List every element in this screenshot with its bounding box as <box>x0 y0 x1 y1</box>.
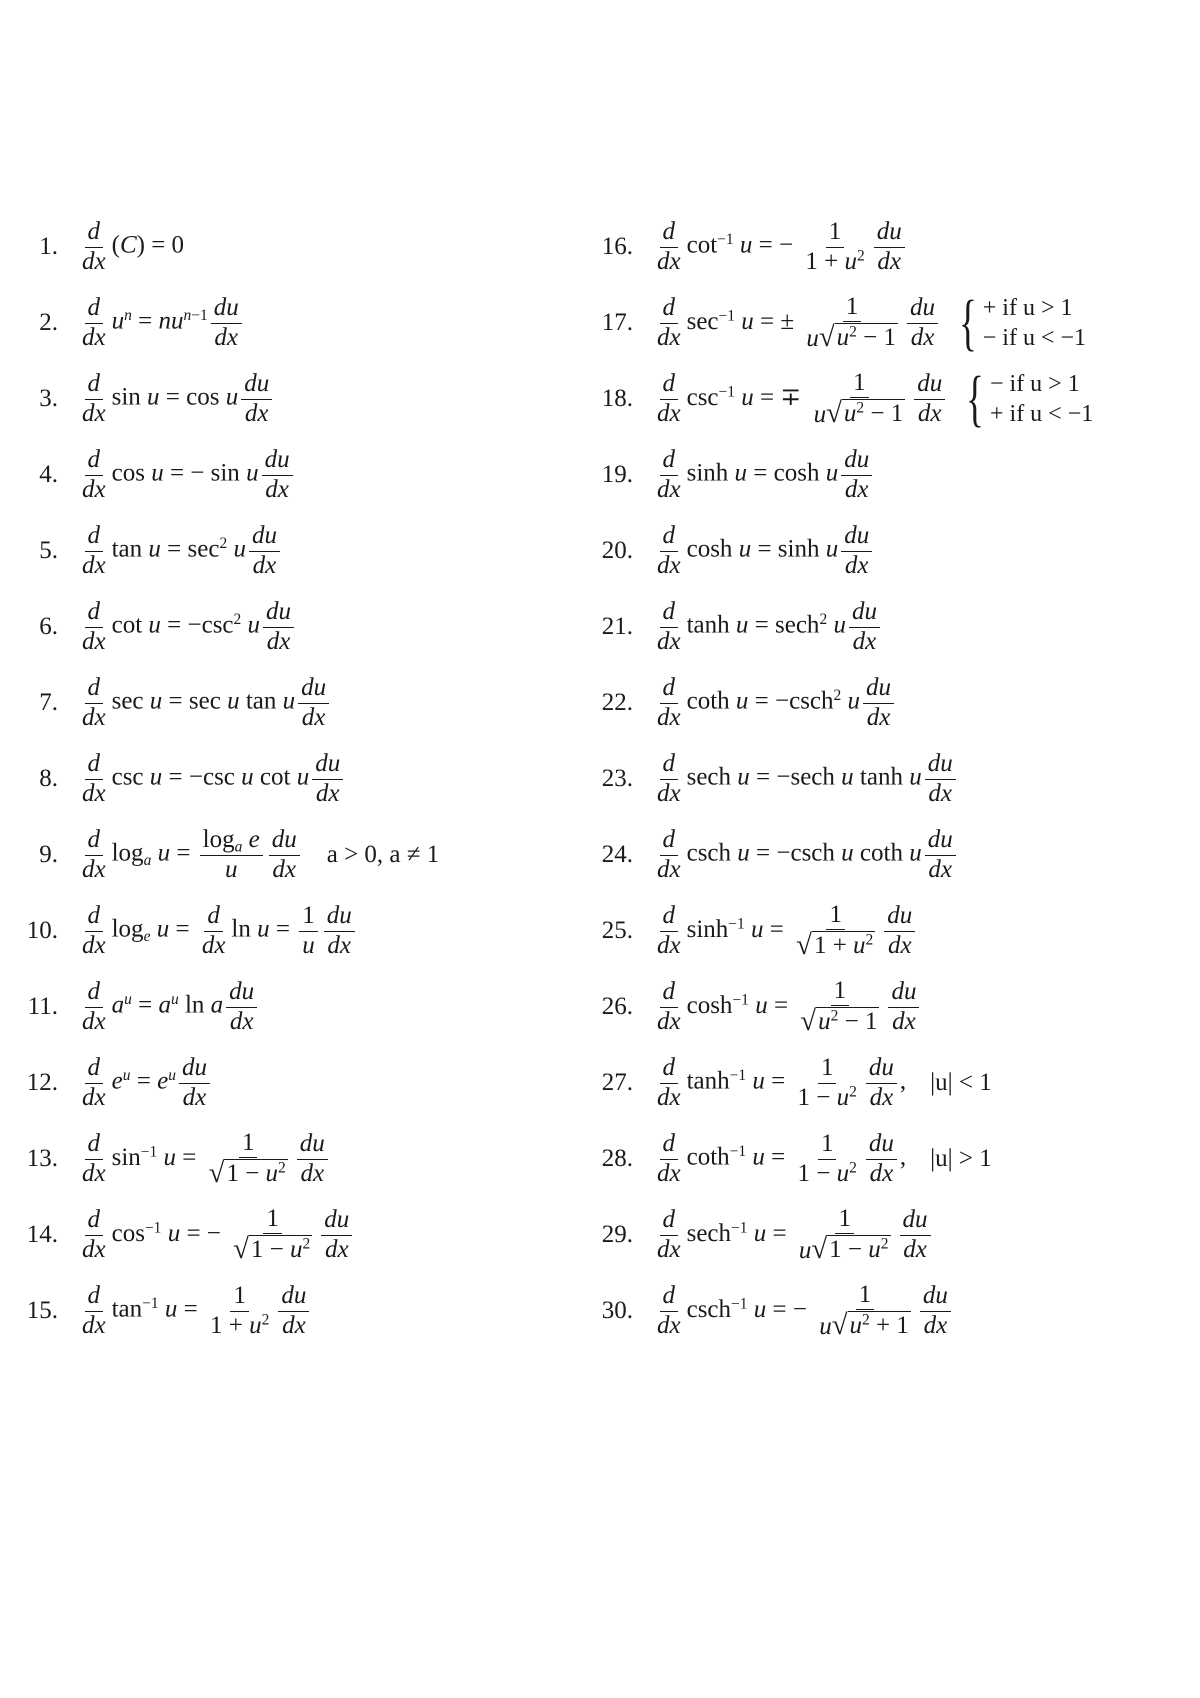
formula-expression: $\frac{d}{dx}$ $\cosh^{-1} u$ = 1 √ $u^2 - 1$ $\frac{du}{dx}$ <box>651 978 922 1037</box>
case-line: − if u > 1 <box>989 371 1080 397</box>
formula-expression: $\frac{d}{dx}$ $\log_e u$ = $\frac{d}{dx}$ ln u = $\frac{1}{u}$ $\frac{du}{dx}$ <box>76 903 358 959</box>
formula-number: 8. <box>39 765 58 792</box>
formula-17 <box>588 283 1086 363</box>
formula-8 <box>18 739 346 819</box>
formula-condition: a > 0, a ≠ 1 <box>326 841 440 868</box>
formula-expression: $\frac{d}{dx}$ csch$^{-1}$ u = − 1 u √ $u^2 + 1$ $\frac{du}{dx}$ <box>651 1282 954 1341</box>
formula-condition: |u| > 1 <box>930 1145 992 1172</box>
formula-expression: $\frac{d}{dx}$ $\sin^{-1} u$ = 1 √ $1 - u^2$ $\frac{du}{dx}$ <box>76 1130 331 1189</box>
formula-11 <box>18 967 260 1047</box>
formula-expression: $\frac{d}{dx}$ sech$^{-1}$ u = 1 u √ $1 - u^2$ $\frac{du}{dx}$ <box>651 1206 934 1265</box>
formula-number: 6. <box>39 613 58 640</box>
case-line: + if u > 1 <box>982 295 1073 321</box>
formula-number: 5. <box>39 537 58 564</box>
formula-number: 7. <box>39 689 58 716</box>
formula-number: 26. <box>601 993 633 1020</box>
case-line: − if u < −1 <box>982 325 1087 351</box>
formula-expression: $\frac{d}{dx}$ cosh u = sinh u $\frac{du}{dx}$ <box>651 523 875 579</box>
formula-15 <box>18 1271 312 1351</box>
formula-number: 14. <box>26 1221 58 1248</box>
formula-20 <box>588 511 875 591</box>
formula-number: 20. <box>601 537 633 564</box>
formula-expression: $\frac{d}{dx}$ csch u = −csch u coth u $\frac{du}{dx}$ <box>651 827 959 883</box>
formula-cases: { − if u > 1 + if u < −1 <box>966 365 1094 433</box>
formula-expression: $\frac{d}{dx}$ coth$^{-1}$ u = $\frac{1}{1 - u^2}$ $\frac{du}{dx}$ , <box>657 1130 907 1187</box>
formula-number: 11. <box>27 993 58 1020</box>
formula-expression: $\frac{d}{dx}$ sech u = −sech u tanh u $\frac{du}{dx}$ <box>651 751 959 807</box>
formula-10 <box>18 891 358 971</box>
formula-expression: $\frac{d}{dx}$ coth u = −csch$^2$ u $\frac{du}{dx}$ <box>651 675 897 731</box>
formula-expression: $\frac{d}{dx}$ (C) = 0 <box>82 218 185 275</box>
formula-number: 12. <box>26 1069 58 1096</box>
formula-3 <box>18 359 275 439</box>
formula-expression: $\frac{d}{dx}$ $\cot^{-1} u$ = − $\frac{1}{1 + u^2}$ $\frac{du}{dx}$ <box>651 219 908 275</box>
formula-cases: { + if u > 1 − if u < −1 <box>958 289 1087 357</box>
formula-expression: $\frac{d}{dx}$ $\log_a u$ = $\frac{\log_a e}{u}$ $\frac{du}{dx}$ <box>76 827 303 883</box>
formula-number: 4. <box>39 461 58 488</box>
formula-number: 29. <box>601 1221 633 1248</box>
formula-expression: $\frac{d}{dx}$ $\cot u = -\csc^2$ u $\frac{du}{dx}$ <box>76 599 297 655</box>
formula-expression: $\frac{d}{dx}$ $\sinh^{-1} u$ = 1 √ $1 + u^2$ $\frac{du}{dx}$ <box>651 902 918 961</box>
formula-number: 30. <box>601 1297 633 1324</box>
formula-number: 27. <box>601 1069 633 1096</box>
formula-30 <box>588 1271 954 1351</box>
formula-expression: $\frac{d}{dx}$ $e^u = e^u$ $\frac{du}{dx}$ <box>76 1055 213 1111</box>
formula-28 <box>588 1119 992 1199</box>
formula-expression: $\frac{d}{dx}$ $\tan^{-1} u$ = $\frac{1}{1 + u^2}$ $\frac{du}{dx}$ <box>76 1283 312 1339</box>
formula-26 <box>588 967 922 1047</box>
formula-expression: $\frac{d}{dx}$ cos u = − sin u $\frac{du}{dx}$ <box>76 447 296 503</box>
formula-number: 1. <box>39 233 58 260</box>
formula-number: 15. <box>26 1297 58 1324</box>
formula-expression: $\frac{d}{dx}$ $a^u = a^u$ ln a $\frac{du}{dx}$ <box>76 979 260 1035</box>
formula-22 <box>588 663 897 743</box>
formula-number: 28. <box>601 1145 633 1172</box>
formula-12 <box>18 1043 213 1123</box>
formula-expression: $\frac{d}{dx}$ sin u = cos u $\frac{du}{dx}$ <box>76 371 275 427</box>
case-line: + if u < −1 <box>989 401 1094 427</box>
formula-number: 23. <box>601 765 633 792</box>
formula-expression: $\frac{d}{dx}$ csc u = −csc u cot u $\frac{du}{dx}$ <box>76 751 346 807</box>
formula-number: 13. <box>26 1145 58 1172</box>
formula-number: 19. <box>601 461 633 488</box>
formula-expression: $\frac{d}{dx}$ $\csc^{-1} u$ = ∓ 1 u √ $u^2 - 1$ $\frac{du}{dx}$ <box>651 370 948 429</box>
formula-expression: $\frac{d}{dx}$ $\tanh^{-1} u$ = $\frac{1}{1 - u^2}$ $\frac{du}{dx}$ , <box>657 1054 907 1111</box>
formula-13 <box>18 1119 331 1199</box>
formula-1 <box>18 207 184 287</box>
formula-number: 10. <box>26 917 58 944</box>
formula-21 <box>588 587 883 667</box>
formula-4 <box>18 435 296 515</box>
formula-number: 3. <box>39 385 58 412</box>
formula-number: 25. <box>601 917 633 944</box>
formula-expression: $\frac{d}{dx}$ $u^n = nu^{n-1}$ $\frac{du}{dx}$ <box>76 295 245 351</box>
formula-number: 18. <box>601 385 633 412</box>
formula-expression: $\frac{d}{dx}$ $\cos^{-1} u$ = − 1 √ $1 - u^2$ $\frac{du}{dx}$ <box>76 1206 355 1265</box>
formula-number: 17. <box>601 309 633 336</box>
formula-25 <box>588 891 918 971</box>
formula-23 <box>588 739 959 819</box>
formula-29 <box>588 1195 934 1275</box>
formula-expression: $\frac{d}{dx}$ tanh u = sech$^2$ u $\frac{du}{dx}$ <box>651 599 883 655</box>
formula-expression: $\frac{d}{dx}$ sinh u = cosh u $\frac{du}{dx}$ <box>651 447 875 503</box>
formula-number: 2. <box>39 309 58 336</box>
formula-number: 9. <box>39 841 58 868</box>
formula-number: 24. <box>601 841 633 868</box>
formula-7 <box>18 663 332 743</box>
formula-9 <box>18 815 439 895</box>
formula-number: 22. <box>601 689 633 716</box>
formula-expression: $\frac{d}{dx}$ $\sec^{-1} u$ = ± 1 u √ $u^2 - 1$ $\frac{du}{dx}$ <box>651 294 941 353</box>
formula-expression: $\frac{d}{dx}$ $\tan u = \sec^2 u$ $\frac{du}{dx}$ <box>76 523 283 579</box>
formula-14 <box>18 1195 355 1275</box>
formula-16 <box>588 207 908 287</box>
formula-24 <box>588 815 959 895</box>
formula-number: 21. <box>601 613 633 640</box>
formula-2 <box>18 283 245 363</box>
formula-27 <box>588 1043 992 1123</box>
formula-19 <box>588 435 875 515</box>
formula-6 <box>18 587 297 667</box>
formula-expression: $\frac{d}{dx}$ sec u = sec u tan u $\frac{du}{dx}$ <box>76 675 332 731</box>
formula-18 <box>588 359 1093 439</box>
formula-number: 16. <box>601 233 633 260</box>
formula-condition: |u| < 1 <box>930 1069 992 1096</box>
formula-5 <box>18 511 283 591</box>
